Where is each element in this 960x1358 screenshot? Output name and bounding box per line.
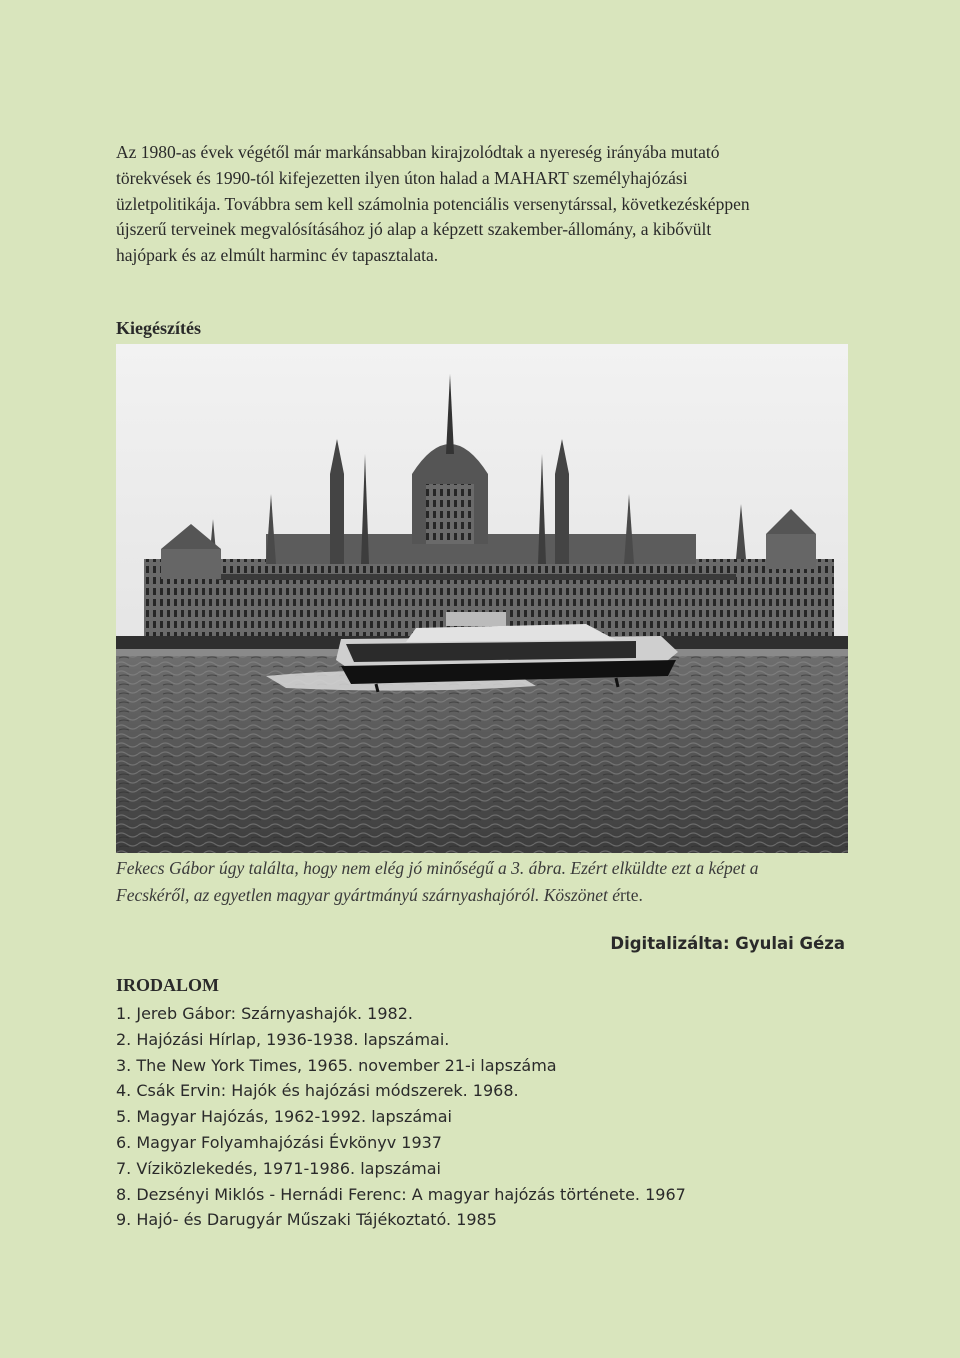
intro-line: törekvések és 1990-tól kifejezetten ilyen úton halad a MAHART személyhajózási bbox=[116, 167, 688, 188]
reference-item: 1. Jereb Gábor: Szárnyashajók. 1982. bbox=[116, 1004, 413, 1023]
reference-item: 7. Víziközlekedés, 1971-1986. lapszámai bbox=[116, 1158, 441, 1178]
caption-line-2-end: rte. bbox=[620, 885, 643, 905]
caption-line-2: Fecskéről, az egyetlen magyar gyártmányú szárnyashajóról. Köszönet é bbox=[116, 885, 621, 905]
reference-item: 4. Csák Ervin: Hajók és hajózási módszerek. 1968. bbox=[116, 1081, 519, 1101]
digitized-by-credit: Digitalizálta: Gyulai Géza bbox=[610, 934, 845, 953]
references-title: IRODALOM bbox=[116, 975, 219, 995]
intro-line: hajópark és az elmúlt harminc év tapasztalata. bbox=[116, 245, 439, 266]
reference-item: 2. Hajózási Hírlap, 1936-1938. lapszámai. bbox=[116, 1029, 450, 1049]
reference-item: 9. Hajó- és Darugyár Műszaki Tájékoztató. 1985 bbox=[116, 1210, 497, 1230]
parliament-photo bbox=[116, 344, 848, 853]
caption-line-1: Fekecs Gábor úgy találta, hogy nem elég jó minőségű a 3. ábra. Ezért elküldte ezt a képet a bbox=[116, 858, 759, 878]
reference-item: 5. Magyar Hajózás, 1962-1992. lapszámai bbox=[116, 1107, 452, 1127]
section-heading: Kiegészítés bbox=[116, 318, 201, 338]
intro-line: üzletpolitikája. Továbbra sem kell számolnia potenciális versenytárssal, következésképpen bbox=[116, 193, 750, 214]
intro-paragraph bbox=[116, 140, 836, 269]
intro-line: Az 1980-as évek végétől már markánsabban kirajzolódtak a nyereség irányába mutató bbox=[116, 142, 720, 162]
references-list bbox=[116, 1001, 686, 1233]
reference-item: 8. Dezsényi Miklós - Hernádi Ferenc: A magyar hajózás története. 1967 bbox=[116, 1184, 686, 1204]
reference-item: 6. Magyar Folyamhajózási Évkönyv 1937 bbox=[116, 1132, 442, 1152]
reference-item: 3. The New York Times, 1965. november 21-i lapszáma bbox=[116, 1055, 557, 1075]
photo-caption bbox=[116, 855, 856, 909]
intro-line: újszerű terveinek megvalósításához jó alap a képzett szakember-állomány, a kibővült bbox=[116, 219, 712, 240]
photo-illustration bbox=[116, 344, 848, 853]
